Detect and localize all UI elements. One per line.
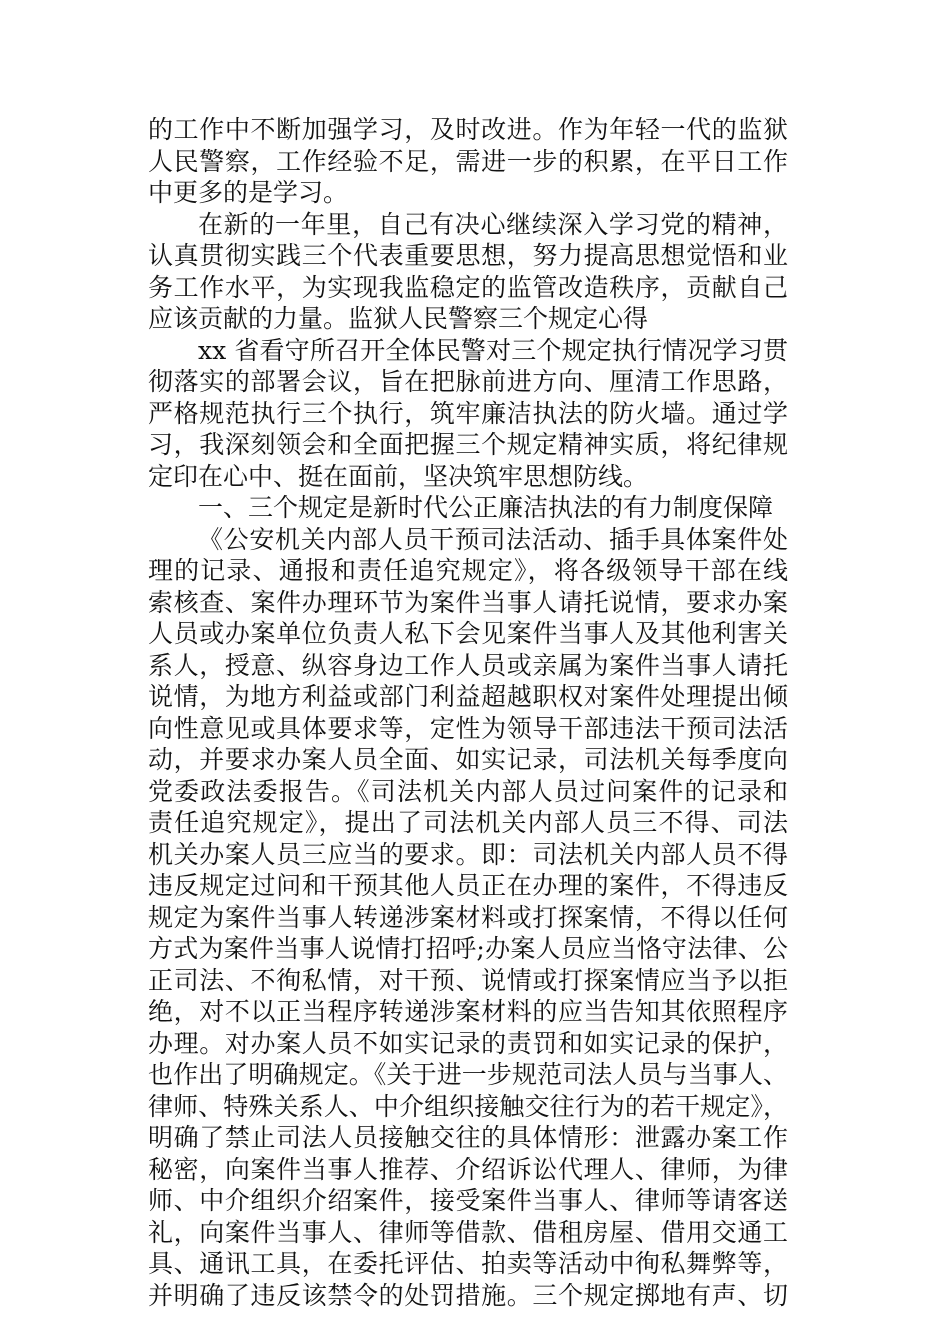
text-line: 方式为案件当事人说情打招呼;办案人员应当恪守法律、公 (148, 934, 788, 963)
text-line: 系人，授意、纵容身边工作人员或亲属为案件当事人请托 (148, 650, 788, 680)
text-line: 认真贯彻实践三个代表重要思想，努力提高思想觉悟和业 (148, 241, 788, 270)
text-line: 规定为案件当事人转递涉案材料或打探案情，不得以任何 (148, 902, 788, 932)
text-line: xx 省看守所召开全体民警对三个规定执行情况学习贯 (198, 335, 788, 365)
text-line: 办理。对办案人员不如实记录的责罚和如实记录的保护， (148, 1028, 788, 1058)
text-line: 机关办案人员三应当的要求。即：司法机关内部人员不得 (148, 839, 788, 869)
text-line: 师、中介组织介绍案件，接受案件当事人、律师等请客送 (148, 1186, 788, 1215)
text-line: 应该贡献的力量。监狱人民警察三个规定心得 (148, 304, 649, 333)
text-line: 在新的一年里，自己有决心继续深入学习党的精神， (198, 209, 788, 239)
text-line: 秘密，向案件当事人推荐、介绍诉讼代理人、律师，为律 (148, 1154, 788, 1184)
text-line: 律师、特殊关系人、中介组织接触交往行为的若干规定》， (148, 1091, 788, 1121)
text-line: 定印在心中、挺在面前，坚决筑牢思想防线。 (148, 461, 649, 491)
text-line: 责任追究规定》，提出了司法机关内部人员三不得、司法 (148, 808, 788, 837)
text-line: 彻落实的部署会议，旨在把脉前进方向、厘清工作思路， (148, 367, 788, 396)
text-line: 一、三个规定是新时代公正廉洁执法的有力制度保障 (198, 493, 774, 522)
text-line: 索核查、案件办理环节为案件当事人请托说情，要求办案 (148, 587, 788, 617)
text-line: 人民警察，工作经验不足，需进一步的积累，在平日工作 (148, 146, 788, 176)
text-line: 向性意见或具体要求等，定性为领导干部违法干预司法活 (148, 713, 788, 743)
body-text (148, 114, 788, 1311)
text-line: 务工作水平，为实现我监稳定的监管改造秩序，贡献自己 (148, 272, 788, 302)
text-line: 正司法、不徇私情，对干预、说情或打探案情应当予以拒 (148, 965, 788, 995)
text-line: 严格规范执行三个执行，筑牢廉洁执法的防火墙。通过学 (148, 398, 788, 428)
text-line: 违反规定过问和干预其他人员正在办理的案件，不得违反 (148, 871, 788, 900)
text-line: 习，我深刻领会和全面把握三个规定精神实质，将纪律规 (148, 430, 788, 459)
text-line: 动，并要求办案人员全面、如实记录，司法机关每季度向 (148, 745, 788, 774)
text-line: 礼，向案件当事人、律师等借款、借租房屋、借用交通工 (148, 1217, 788, 1247)
text-line: 党委政法委报告。《司法机关内部人员过问案件的记录和 (148, 776, 788, 806)
text-line: 绝，对不以正当程序转递涉案材料的应当告知其依照程序 (148, 997, 788, 1026)
text-line: 并明确了违反该禁令的处罚措施。三个规定掷地有声、切 (148, 1280, 788, 1310)
text-line: 中更多的是学习。 (148, 178, 349, 207)
text-line: 具、通讯工具，在委托评估、拍卖等活动中徇私舞弊等， (148, 1249, 788, 1278)
text-line: 人员或办案单位负责人私下会见案件当事人及其他利害关 (148, 619, 788, 648)
text-line: 的工作中不断加强学习，及时改进。作为年轻一代的监狱 (148, 115, 788, 144)
text-line: 说情，为地方利益或部门利益超越职权对案件处理提出倾 (148, 682, 788, 711)
text-line: 理的记录、通报和责任追究规定》，将各级领导干部在线 (148, 556, 788, 585)
text-line: 《公安机关内部人员干预司法活动、插手具体案件处 (198, 524, 788, 554)
text-line: 也作出了明确规定。《关于进一步规范司法人员与当事人、 (148, 1060, 788, 1089)
text-line: 明确了禁止司法人员接触交往的具体情形：泄露办案工作 (148, 1123, 788, 1152)
